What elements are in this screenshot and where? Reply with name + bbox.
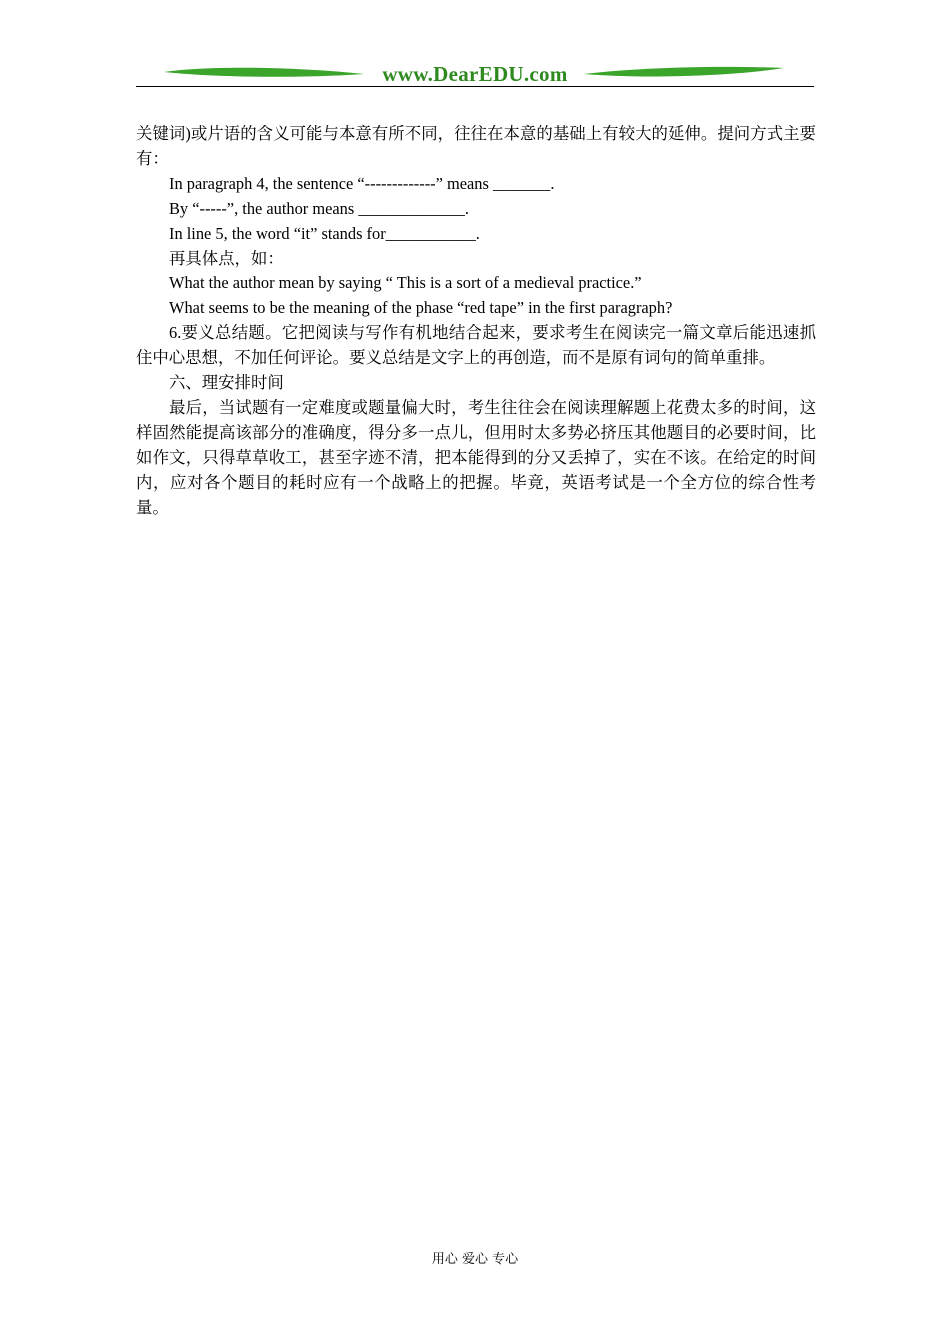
paragraph-summary-question: 6.要义总结题。它把阅读与写作有机地结合起来，要求考生在阅读完一篇文章后能迅速抓住中心思想，不加任何评论。要义总结是文字上的再创造，而不是原有词句的简单重排。	[136, 323, 816, 368]
header-divider	[136, 86, 814, 87]
paragraph-time-management: 最后，当试题有一定难度或题量偏大时，考生往往会在阅读理解题上花费太多的时间，这样固然能提高该部分的准确度，得分多一点儿，但用时太多势必挤压其他题目的必要时间，比如作文，只得草草收工，甚至字迹不清，把本能得到的分又丢掉了，实在不该。在给定的时间内，应对各个题目的耗时应有一个战略上的把握。毕竟，英语考试是一个全方位的综合性考量。	[136, 397, 816, 517]
page-header	[136, 60, 814, 90]
page-footer: 用心 爱心 专心	[431, 1252, 519, 1267]
site-logo: www.DearEDU.com	[382, 62, 568, 86]
paragraph-more-specific: 再具体点，如：	[169, 248, 284, 268]
paragraph-keyword-meaning: 关键词)或片语的含义可能与本意有所不同，往往在本意的基础上有较大的延伸。提问方式主要有：	[136, 124, 816, 168]
example-question-4: What the author mean by saying “ This is a sort of a medieval practice.”	[169, 273, 642, 293]
example-question-1: In paragraph 4, the sentence “-------------” means _______.	[169, 173, 555, 193]
example-question-3: In line 5, the word “it” stands for___________.	[169, 223, 480, 243]
section-heading-time: 六、理安排时间	[169, 373, 284, 393]
example-question-5: What seems to be the meaning of the phase “red tape” in the first paragraph?	[169, 298, 673, 318]
document-body	[136, 122, 816, 521]
example-question-2: By “-----”, the author means _____________.	[169, 198, 469, 218]
